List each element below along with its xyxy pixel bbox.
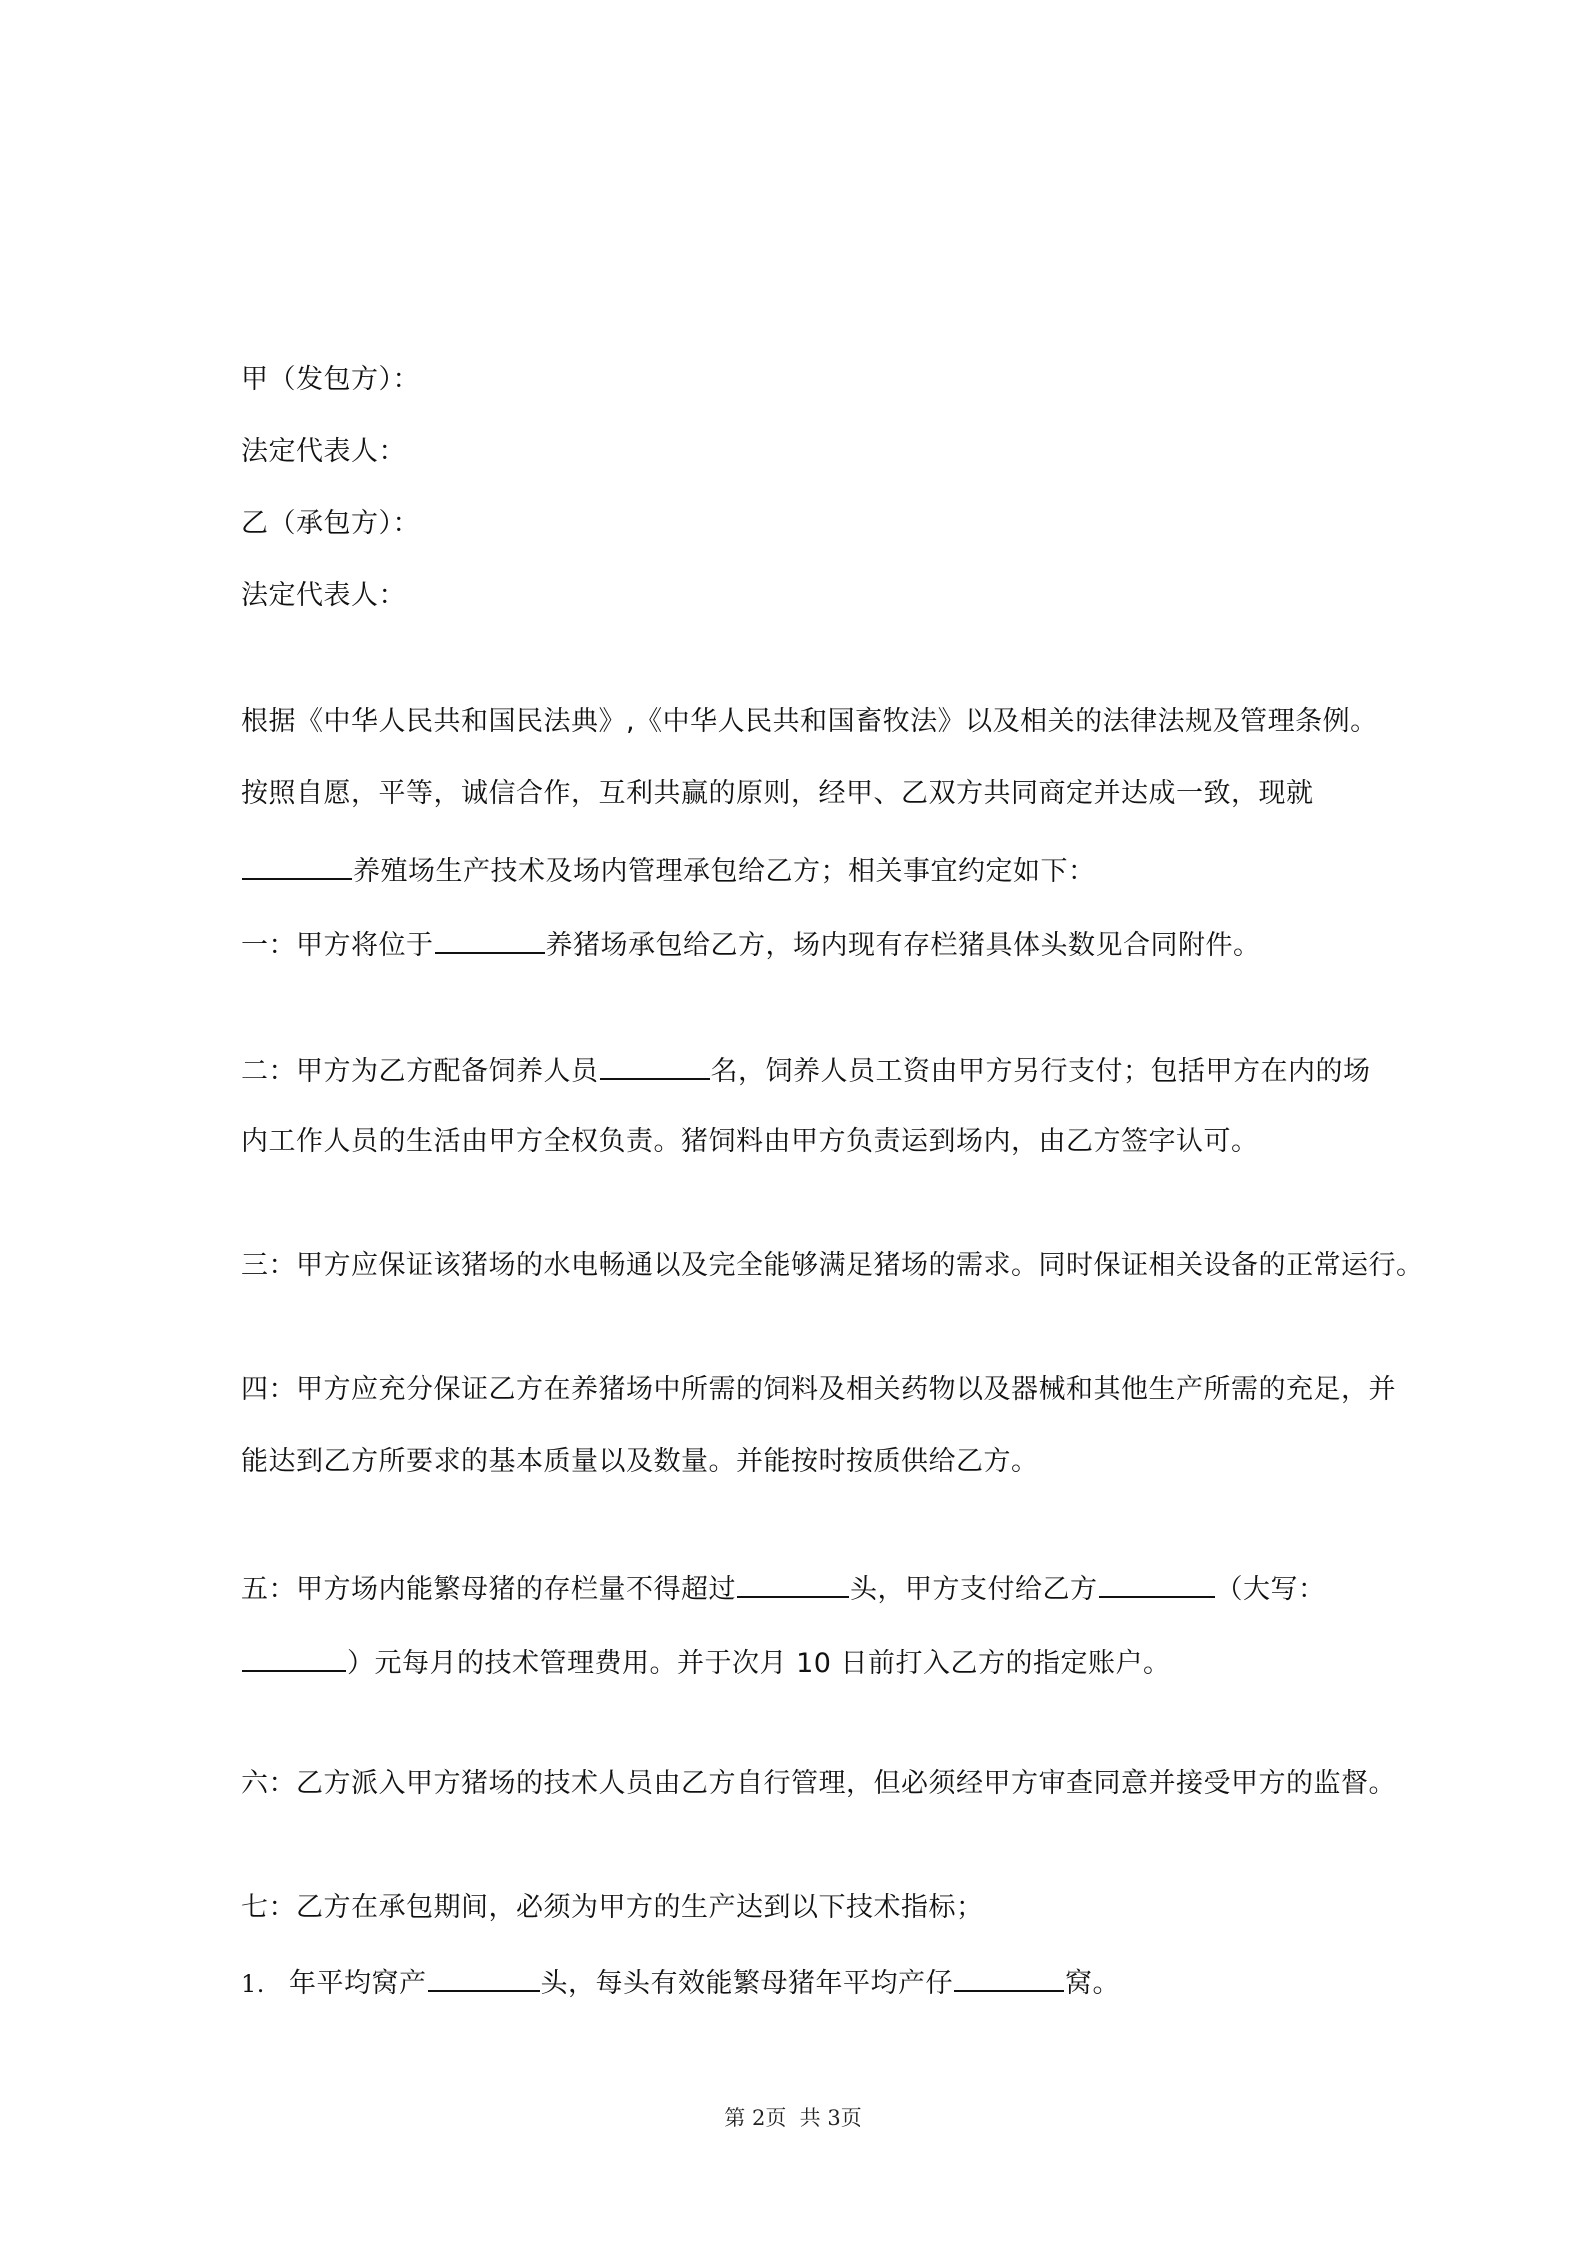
clause-5-line-2: [241, 1644, 1171, 1682]
farm-location-blank[interactable]: [435, 926, 545, 954]
fee-amount-blank[interactable]: [1099, 1570, 1215, 1598]
preamble-line-1: 根据《中华人民共和国民法典》,《中华人民共和国畜牧法》以及相关的法律法规及管理条例。: [241, 706, 1378, 737]
clause-5-line-1: [241, 1570, 1326, 1608]
clause-2-text-b: 名，饲养人员工资由甲方另行支付；包括甲方在内的场: [710, 1056, 1371, 1087]
technical-indicator-item-1: [241, 1964, 1120, 2002]
item-1-text-b: 头，每头有效能繁母猪年平均产仔: [540, 1968, 953, 1999]
item-1-text-c: 窝。: [1065, 1968, 1120, 1999]
party-b-label: 乙（承包方）：: [241, 508, 420, 539]
farm-name-blank[interactable]: [242, 852, 352, 880]
clause-4-line-1: 四：甲方应充分保证乙方在养猪场中所需的饲料及相关药物以及器械和其他生产所需的充足，并: [241, 1374, 1396, 1405]
clause-1: [241, 926, 1261, 964]
clause-5-text-b: 头，甲方支付给乙方: [850, 1574, 1098, 1605]
clause-2-line-2: 内工作人员的生活由甲方全权负责。猪饲料由甲方负责运到场内，由乙方签字认可。: [241, 1126, 1259, 1157]
litters-per-year-blank[interactable]: [954, 1964, 1064, 1992]
clause-5-line-2-text: ）元每月的技术管理费用。并于次月 10 日前打入乙方的指定账户。: [347, 1648, 1171, 1679]
staff-count-blank[interactable]: [600, 1052, 710, 1080]
preamble-line-2: 按照自愿，平等，诚信合作，互利共赢的原则，经甲、乙双方共同商定并达成一致，现就: [241, 778, 1314, 809]
item-1-number: 1.: [241, 1970, 265, 1998]
clause-4-line-2: 能达到乙方所要求的基本质量以及数量。并能按时按质供给乙方。: [241, 1446, 1039, 1477]
party-a-label: 甲（发包方）：: [241, 364, 420, 395]
clause-5-text-c: （大写：: [1215, 1574, 1326, 1605]
page-number-footer: 第 2页 共 3页: [724, 2106, 862, 2130]
clause-3: 三：甲方应保证该猪场的水电畅通以及完全能够满足猪场的需求。同时保证相关设备的正常运行。: [241, 1250, 1424, 1281]
litter-size-blank[interactable]: [428, 1964, 540, 1992]
clause-1-text-a: 一：甲方将位于: [241, 930, 434, 961]
clause-5-text-a: 五：甲方场内能繁母猪的存栏量不得超过: [241, 1574, 736, 1605]
clause-2-line-1: [241, 1052, 1371, 1090]
preamble-line-3: [241, 852, 1096, 890]
sow-limit-blank[interactable]: [737, 1570, 849, 1598]
party-a-representative-label: 法定代表人：: [241, 436, 406, 467]
clause-7: 七：乙方在承包期间，必须为甲方的生产达到以下技术指标；: [241, 1892, 984, 1923]
fee-amount-capital-blank[interactable]: [242, 1644, 346, 1672]
party-b-representative-label: 法定代表人：: [241, 580, 406, 611]
clause-1-text-b: 养猪场承包给乙方，场内现有存栏猪具体头数见合同附件。: [545, 930, 1261, 961]
item-1-text-a: 年平均窝产: [289, 1968, 427, 1999]
preamble-line-3-text: 养殖场生产技术及场内管理承包给乙方；相关事宜约定如下：: [353, 856, 1096, 887]
clause-2-text-a: 二：甲方为乙方配备饲养人员: [241, 1056, 599, 1087]
clause-6: 六：乙方派入甲方猪场的技术人员由乙方自行管理，但必须经甲方审查同意并接受甲方的监督。: [241, 1768, 1396, 1799]
